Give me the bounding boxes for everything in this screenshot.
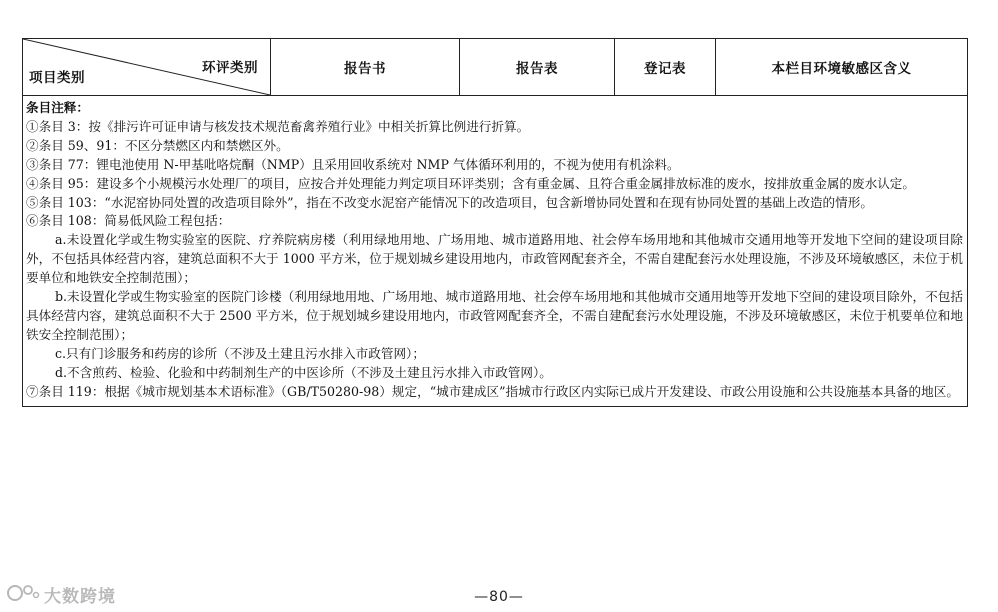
note-item: ⑤条目 103：“水泥窑协同处置的改造项目除外”，指在不改变水泥窑产能情况下的改造项目，包含新增协同处置和在现有协同处置的基础上改造的情形。: [26, 194, 873, 210]
notes-cell: [23, 96, 967, 406]
header-registration-form: 登记表: [615, 39, 716, 95]
diagonal-header-cell: [23, 39, 271, 95]
table-header-row: [23, 39, 967, 96]
note-item: ⑦条目 119：根据《城市规划基本术语标准》（GB/T50280-98）规定，“城市建成区”指城市行政区内实际已成片开发建设、市政公用设施和公共设施基本具备的地区。: [26, 383, 959, 399]
header-report-form: 报告表: [460, 39, 615, 95]
note-sub-item-a: a.未设置化学或生物实验室的医院、疗养院病房楼（利用绿地用地、广场用地、城市道路用地、社会停车场用地和其他城市交通用地等开发地下空间的建设项目除外，不包括具体经营内容，建筑总面积不大于 1000 平方米，位于规划城乡建设用地内，市政管网配套齐全，不需自建配套污水处理设施，不涉及环境敏感区，未位于机要单位和地铁安全控制范围）；: [26, 232, 963, 286]
note-item: ②条目 59、91：不区分禁燃区内和禁燃区外。: [26, 137, 289, 153]
note-item: ⑥条目 108：简易低风险工程包括：: [26, 213, 231, 229]
classification-table: [22, 38, 968, 407]
watermark-text: 大数跨境: [44, 587, 116, 607]
watermark: [6, 582, 116, 607]
note-item: ③条目 77：锂电池使用 N-甲基吡咯烷酮（NMP）且采用回收系统对 NMP 气体循环利用的，不视为使用有机涂料。: [26, 156, 680, 172]
note-item: ④条目 95：建设多个小规模污水处理厂的项目，应按合并处理能力判定项目环评类别；含有重金属、且符合重金属排放标准的废水，按排放重金属的废水认定。: [26, 175, 915, 191]
note-sub-item-b: b.未设置化学或生物实验室的医院门诊楼（利用绿地用地、广场用地、城市道路用地、社会停车场用地和其他城市交通用地等开发地下空间的建设项目除外，不包括具体经营内容，建筑总面积不大于 2500 平方米，位于规划城乡建设用地内，市政管网配套齐全，不需自建配套污水处理设施，不涉及环境敏感区，未位于机要单位和地铁安全控制范围）；: [26, 289, 963, 342]
header-report: 报告书: [271, 39, 460, 95]
header-sensitive-area-meaning: 本栏目环境敏感区含义: [771, 61, 912, 77]
watermark-logo-icon: [6, 583, 40, 607]
note-sub-item-d: d.不含煎药、检验、化验和中药制剂生产的中医诊所（不涉及土建且污水排入市政管网）。: [54, 364, 552, 380]
note-sub-item-c: c.只有门诊服务和药房的诊所（不涉及土建且污水排入市政管网）；: [54, 345, 425, 361]
row-label-project-category: 项目类别: [29, 70, 85, 86]
col-label-eia-category: 环评类别: [202, 60, 258, 76]
note-item: ①条目 3：按《排污许可证申请与核发技术规范畜禽养殖行业》中相关折算比例进行折算。: [26, 118, 530, 134]
notes-title: 条目注释：: [26, 100, 89, 115]
page-number: —80—: [474, 589, 524, 605]
